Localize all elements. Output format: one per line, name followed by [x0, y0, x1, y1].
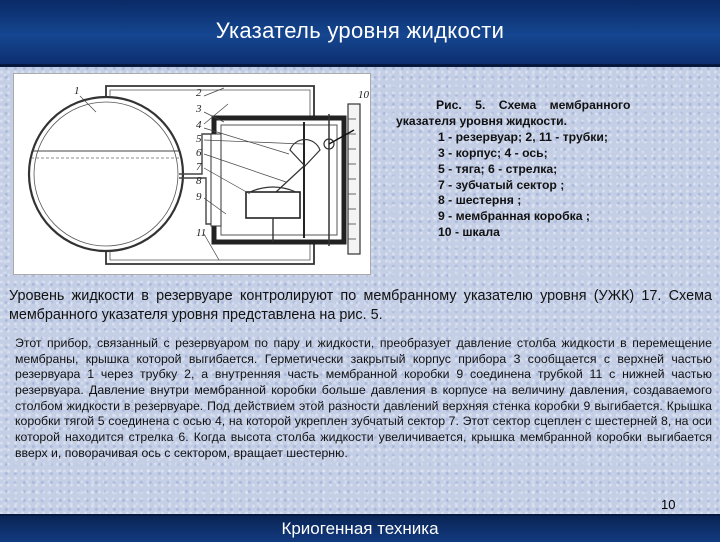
caption-line: 8 - шестерня ; [438, 193, 522, 208]
caption-line: 10 - шкала [438, 225, 500, 240]
caption-line: Рис. 5. Схема мембранного [436, 98, 631, 112]
label-11: 11 [196, 227, 207, 239]
membrane-box-shape [246, 192, 300, 218]
caption-line: 5 - тяга; 6 - стрелка; [438, 161, 558, 176]
footer-text: Криогенная техника [281, 519, 439, 538]
reservoir-shape [29, 97, 183, 251]
upper-tube-shape [106, 86, 314, 118]
intro-paragraph: Уровень жидкости в резервуаре контролируют по мембранному указателю уровня (УЖК) 17. Схема мембранного указателя уровня представлена на рис. 5. [9, 288, 712, 323]
label-10: 10 [358, 89, 369, 101]
figure-caption [392, 98, 702, 241]
label-8: 8 [196, 175, 202, 187]
caption-line: 3 - корпус; 4 - ось; [438, 145, 548, 160]
label-6: 6 [196, 147, 202, 159]
membrane-gauge-diagram [14, 74, 370, 274]
page-number: 10 [661, 497, 676, 512]
caption-line: указателя уровня жидкости. [396, 113, 568, 128]
label-2: 2 [196, 87, 202, 99]
label-4: 4 [196, 119, 202, 131]
casing-shape [214, 118, 344, 242]
label-3: 3 [196, 103, 202, 115]
slide-title: Указатель уровня жидкости [215, 18, 505, 43]
caption-line: 9 - мембранная коробка ; [438, 209, 590, 224]
label-7: 7 [196, 161, 202, 173]
label-1: 1 [74, 85, 80, 97]
body-paragraph: Этот прибор, связанный с резервуаром по пару и жидкости, преобразует давление столба жидкости в перемещение мембраны, крышка которой выгибается. Герметически закрытый корпус прибора 3 сообщается с верхней частью резервуара 1 через трубку 2, а внутренняя часть мембранной коробки 9 соединена трубкой 11 с нижней частью резервуара. Давление внутри мембранной коробки больше давления в корпусе на величину давления, создаваемого столбом жидкости в резервуаре. Под действием этой разности давлений верхняя стенка коробки 9 выгибается. Крышка коробки тягой 5 соединена с осью 4, на которой укреплен зубчатый сектор 7. Этот сектор сцеплен с шестерней 8, на оси которой находится стрелка 6. Когда высота столба жидкости увеличивается, крышка мембранной коробки выгибается вверх и, поворачивая ось с сектором, вращает шестерню. [15, 336, 712, 460]
rod-shape [276, 166, 304, 192]
caption-line: 1 - резервуар; 2, 11 - трубки; [438, 129, 608, 144]
label-5: 5 [196, 133, 202, 145]
label-9: 9 [196, 191, 202, 203]
schematic-figure [13, 73, 371, 275]
caption-line: 7 - зубчатый сектор ; [438, 177, 565, 192]
